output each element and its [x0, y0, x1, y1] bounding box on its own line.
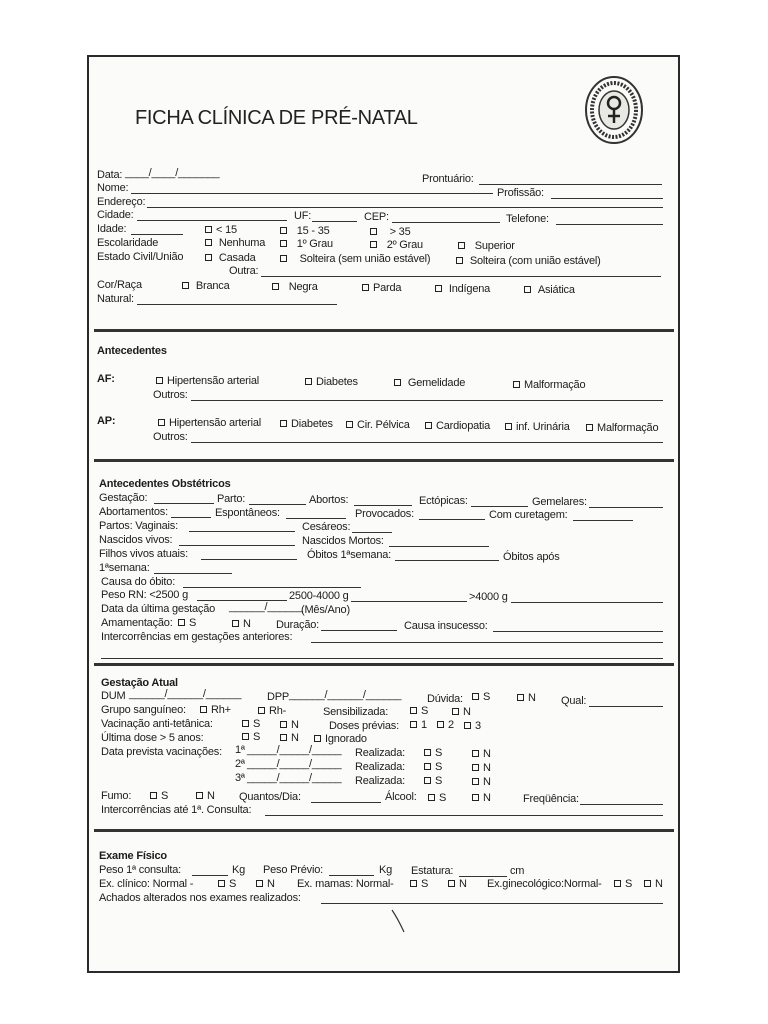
ultima-gestacao-field[interactable]: ______/______ — [229, 601, 303, 613]
checkbox-icon[interactable] — [196, 792, 203, 799]
checkbox-icon[interactable] — [205, 254, 212, 261]
vacina-1-ordinal: 1ª — [235, 744, 245, 756]
idade-option-lt15[interactable]: < 15 — [202, 224, 237, 237]
checkbox-icon[interactable] — [280, 255, 287, 262]
pen-mark-icon — [389, 907, 409, 937]
amamentacao-nao[interactable]: N — [229, 618, 251, 631]
ultima-dose-ignorado[interactable]: Ignorado — [311, 733, 367, 746]
espontaneos-field[interactable] — [286, 518, 346, 519]
idade-option-gt35[interactable]: > 35 — [367, 226, 411, 239]
peso-previo-kg: Kg — [379, 864, 393, 876]
filhos-vivos-field[interactable] — [201, 559, 297, 560]
checkbox-icon[interactable] — [586, 424, 593, 431]
checkbox-icon[interactable] — [242, 733, 249, 740]
vacina-2-sim[interactable]: S — [421, 761, 442, 774]
vacina-1-realizada-label: Realizada: — [355, 747, 405, 759]
abortamentos-label: Abortamentos: — [99, 506, 168, 518]
checkbox-icon[interactable] — [435, 285, 442, 292]
sensibilizada-sim[interactable]: S — [407, 705, 428, 718]
vacina-1-sim[interactable]: S — [421, 747, 442, 760]
peso-rn-mid-label: 2500-4000 g — [289, 590, 349, 602]
cor-parda[interactable]: Parda — [359, 282, 401, 295]
gemelares-label: Gemelares: — [532, 496, 587, 508]
checkbox-icon[interactable] — [158, 419, 165, 426]
qual-field[interactable] — [589, 706, 663, 707]
af-malformacao[interactable]: Malformação — [510, 379, 585, 392]
ex-ginecologico-label: Ex.ginecológico:Normal- — [487, 878, 602, 890]
checkbox-icon[interactable] — [513, 381, 520, 388]
abortos-label: Abortos: — [309, 494, 349, 506]
checkbox-icon[interactable] — [362, 284, 369, 291]
natural-field[interactable] — [137, 304, 337, 305]
escolaridade-superior[interactable]: Superior — [455, 240, 515, 253]
date-placeholder[interactable]: ____/____/_______ — [125, 167, 220, 179]
rh-negativo[interactable]: Rh- — [255, 705, 286, 718]
checkbox-icon[interactable] — [205, 226, 212, 233]
uf-field[interactable] — [312, 221, 357, 222]
partos-vaginais-field[interactable] — [189, 531, 295, 532]
checkbox-icon[interactable] — [472, 764, 479, 771]
estado-civil-com-uniao[interactable]: Solteira (com união estável) — [453, 255, 601, 268]
checkbox-icon[interactable] — [424, 777, 431, 784]
vacinacao-sim[interactable]: S — [239, 718, 260, 731]
section-divider — [94, 329, 674, 332]
achados-label: Achados alterados nos exames realizados: — [99, 892, 301, 904]
cidade-field[interactable] — [137, 220, 287, 221]
telefone-label: Telefone: — [506, 213, 549, 225]
vacina-2-ordinal: 2ª — [235, 758, 245, 770]
cor-branca[interactable]: Branca — [179, 280, 230, 293]
ap-cardiopatia[interactable]: Cardiopatia — [422, 420, 490, 433]
vacina-3-date-field[interactable]: _____/_____/_____ — [247, 772, 342, 784]
achados-field[interactable] — [321, 903, 663, 904]
intercorrencias-consulta-label: Intercorrências até 1ª. Consulta: — [101, 804, 252, 816]
ex-mamas-sim[interactable]: S — [407, 878, 428, 891]
af-outros-field[interactable] — [191, 400, 663, 401]
telefone-field[interactable] — [556, 224, 663, 225]
checkbox-icon[interactable] — [200, 706, 207, 713]
section-divider — [94, 459, 674, 462]
nome-label: Nome: — [97, 182, 129, 194]
obstetricos-heading: Antecedentes Obstétricos — [99, 478, 231, 490]
cor-negra[interactable]: Negra — [269, 281, 318, 294]
ap-malformacao[interactable]: Malformação — [583, 422, 658, 435]
duracao-field[interactable] — [321, 630, 397, 631]
ap-outros-field[interactable] — [191, 442, 663, 443]
checkbox-icon[interactable] — [410, 721, 417, 728]
checkbox-icon[interactable] — [305, 378, 312, 385]
checkbox-icon[interactable] — [256, 880, 263, 887]
checkbox-icon[interactable] — [370, 228, 377, 235]
grupo-sanguineo-label: Grupo sanguíneo: — [101, 704, 186, 716]
cep-field[interactable] — [392, 222, 500, 223]
amamentacao-sim[interactable]: S — [175, 617, 196, 630]
dose-1[interactable]: 1 — [407, 719, 427, 732]
cor-label: Cor/Raça — [97, 279, 142, 291]
fumo-nao[interactable]: N — [193, 790, 215, 803]
filhos-vivos-label: Filhos vivos atuais: — [99, 548, 188, 560]
checkbox-icon[interactable] — [452, 708, 459, 715]
cep-label: CEP: — [364, 211, 389, 223]
checkbox-icon[interactable] — [424, 763, 431, 770]
checkbox-icon[interactable] — [178, 619, 185, 626]
ultima-gestacao-label: Data da última gestação — [101, 603, 216, 615]
ex-ginecologico-sim[interactable]: S — [611, 878, 632, 891]
nascidos-mortos-label: Nascidos Mortos: — [302, 535, 384, 547]
sensibilizada-nao[interactable]: N — [449, 706, 471, 719]
ap-cir-pelvica[interactable]: Cir. Pélvica — [343, 419, 410, 432]
dum-field[interactable]: ______/______/______ — [129, 688, 242, 700]
checkbox-icon[interactable] — [182, 282, 189, 289]
checkbox-icon[interactable] — [150, 792, 157, 799]
mes-ano-label: (Mês/Ano) — [301, 604, 350, 616]
ex-clinico-sim[interactable]: S — [215, 878, 236, 891]
partos-vaginais-label: Partos: Vaginais: — [99, 520, 178, 532]
dose-3[interactable]: 3 — [461, 720, 481, 733]
section-divider — [94, 663, 674, 666]
af-outros-label: Outros: — [153, 389, 188, 401]
dose-2[interactable]: 2 — [434, 719, 454, 732]
gestacao-field[interactable] — [154, 503, 214, 504]
escolaridade-1grau[interactable]: 1º Grau — [277, 238, 333, 251]
peso-1-consulta-label: Peso 1ª consulta: — [99, 864, 182, 876]
fumo-label: Fumo: — [101, 790, 132, 802]
peso-previo-field[interactable] — [329, 875, 374, 876]
obitos-1-field[interactable] — [395, 560, 499, 561]
semana-label: 1ªsemana: — [99, 562, 150, 574]
dum-label: DUM — [101, 690, 126, 702]
obitos-1-label: Óbitos 1ªsemana: — [307, 549, 392, 561]
af-label: AF: — [97, 373, 115, 385]
checkbox-icon[interactable] — [524, 286, 531, 293]
checkbox-icon[interactable] — [614, 880, 621, 887]
checkbox-icon[interactable] — [517, 694, 524, 701]
checkbox-icon[interactable] — [314, 735, 321, 742]
dpp-label: DPP — [267, 691, 290, 703]
doses-previas-label: Doses prévias: — [329, 720, 399, 732]
amamentacao-label: Amamentação: — [101, 617, 173, 629]
gestacao-atual-heading: Gestação Atual — [101, 677, 178, 689]
abortamentos-field[interactable] — [171, 517, 211, 518]
prenatal-form — [87, 55, 680, 973]
estado-civil-sem-uniao[interactable]: Solteira (sem união estável) — [277, 253, 430, 266]
checkbox-icon[interactable] — [205, 239, 212, 246]
peso-rn-high-label: >4000 g — [469, 591, 508, 603]
profissao-field[interactable] — [551, 198, 663, 199]
provocados-label: Provocados: — [355, 508, 414, 520]
abortos-field[interactable] — [354, 505, 412, 506]
checkbox-icon[interactable] — [280, 240, 287, 247]
endereco-label: Endereço: — [97, 196, 146, 208]
vacina-2-nao[interactable]: N — [469, 762, 491, 775]
duvida-nao[interactable]: N — [514, 692, 536, 705]
outra-field[interactable] — [261, 276, 661, 277]
vacina-3-realizada-label: Realizada: — [355, 775, 405, 787]
checkbox-icon[interactable] — [472, 750, 479, 757]
checkbox-icon[interactable] — [394, 379, 401, 386]
idade-field[interactable] — [131, 234, 183, 235]
endereco-field[interactable] — [147, 207, 663, 208]
checkbox-icon[interactable] — [505, 423, 512, 430]
espontaneos-label: Espontâneos: — [215, 507, 280, 519]
ex-mamas-nao[interactable]: N — [445, 878, 467, 891]
ap-inf-urinaria[interactable]: inf. Urinária — [502, 421, 570, 434]
peso-1-kg: Kg — [232, 864, 246, 876]
cesareos-field[interactable] — [352, 532, 392, 533]
peso-rn-high-field[interactable] — [511, 602, 663, 603]
rh-positivo[interactable]: Rh+ — [197, 704, 231, 717]
checkbox-icon[interactable] — [472, 693, 479, 700]
idade-option-15-35[interactable]: 15 - 35 — [277, 225, 330, 238]
estatura-label: Estatura: — [411, 865, 454, 877]
duvida-label: Dúvida: — [427, 693, 463, 705]
checkbox-icon[interactable] — [280, 721, 287, 728]
escolaridade-nenhuma[interactable]: Nenhuma — [202, 237, 265, 250]
causa-insucesso-label: Causa insucesso: — [404, 620, 488, 632]
checkbox-icon[interactable] — [424, 749, 431, 756]
peso-rn-mid-field[interactable] — [351, 601, 467, 602]
ultima-dose-sim[interactable]: S — [239, 731, 260, 744]
checkbox-icon[interactable] — [156, 377, 163, 384]
checkbox-icon[interactable] — [472, 794, 479, 801]
ex-mamas-label: Ex. mamas: Normal- — [297, 878, 394, 890]
estatura-cm: cm — [510, 865, 525, 877]
vacinacao-nao[interactable]: N — [277, 719, 299, 732]
obitos-apos-label: Óbitos após — [503, 551, 560, 563]
parto-field[interactable] — [249, 504, 306, 505]
estatura-field[interactable] — [459, 876, 507, 877]
alcool-nao[interactable]: N — [469, 792, 491, 805]
provocados-field[interactable] — [419, 519, 485, 520]
checkbox-icon[interactable] — [410, 880, 417, 887]
gemelares-field[interactable] — [589, 507, 663, 508]
antecedentes-heading: Antecedentes — [97, 345, 167, 357]
ap-diabetes[interactable]: Diabetes — [277, 418, 333, 431]
estado-civil-casada[interactable]: Casada — [202, 252, 256, 265]
causa-insucesso-field[interactable] — [493, 631, 663, 632]
peso-rn-label: Peso RN: <2500 g — [101, 589, 188, 601]
checkbox-icon[interactable] — [280, 420, 287, 427]
af-gemelidade[interactable]: Gemelidade — [391, 377, 465, 390]
duvida-sim[interactable]: S — [469, 691, 490, 704]
checkbox-icon[interactable] — [425, 422, 432, 429]
checkbox-icon[interactable] — [370, 241, 377, 248]
intercorrencias-anteriores-field[interactable] — [311, 642, 663, 643]
vacina-2-realizada-label: Realizada: — [355, 761, 405, 773]
intercorrencias-anteriores-field-2[interactable] — [101, 658, 663, 659]
vacina-3-ordinal: 3ª — [235, 772, 245, 784]
natural-label: Natural: — [97, 293, 134, 305]
checkbox-icon[interactable] — [232, 620, 239, 627]
escolaridade-2grau[interactable]: 2º Grau — [367, 239, 423, 252]
prontuario-label: Prontuário: — [422, 173, 474, 185]
duracao-label: Duração: — [276, 619, 320, 631]
prontuario-field[interactable] — [479, 184, 662, 185]
checkbox-icon[interactable] — [472, 778, 479, 785]
peso-previo-label: Peso Prévio: — [263, 864, 323, 876]
exame-heading: Exame Físico — [99, 850, 167, 862]
alcool-label: Álcool: — [385, 791, 417, 803]
dpp-field[interactable]: ______/______/______ — [289, 689, 402, 701]
checkbox-icon[interactable] — [458, 242, 465, 249]
checkbox-icon[interactable] — [218, 880, 225, 887]
peso-1-consulta-field[interactable] — [192, 875, 228, 876]
cor-asiatica[interactable]: Asiática — [521, 284, 575, 297]
nascidos-vivos-label: Nascidos vivos: — [99, 534, 173, 546]
parto-label: Parto: — [217, 493, 246, 505]
outra-label: Outra: — [229, 265, 259, 277]
vacina-3-nao[interactable]: N — [469, 776, 491, 789]
checkbox-icon[interactable] — [464, 722, 471, 729]
vacina-1-date-field[interactable]: _____/_____/_____ — [247, 744, 342, 756]
vacina-3-sim[interactable]: S — [421, 775, 442, 788]
ap-label: AP: — [97, 415, 116, 427]
checkbox-icon[interactable] — [437, 721, 444, 728]
cesareos-label: Cesáreos: — [302, 521, 351, 533]
section-divider — [94, 829, 674, 832]
checkbox-icon[interactable] — [272, 283, 279, 290]
checkbox-icon[interactable] — [428, 794, 435, 801]
af-hipertensao[interactable]: Hipertensão arterial — [153, 375, 259, 388]
checkbox-icon[interactable] — [456, 257, 463, 264]
af-diabetes[interactable]: Diabetes — [302, 376, 358, 389]
nascidos-mortos-field[interactable] — [389, 546, 489, 547]
data-label: Data: — [97, 169, 123, 181]
vacina-1-nao[interactable]: N — [469, 748, 491, 761]
ap-hipertensao[interactable]: Hipertensão arterial — [155, 417, 261, 430]
checkbox-icon[interactable] — [448, 880, 455, 887]
ex-clinico-nao[interactable]: N — [253, 878, 275, 891]
ultima-dose-nao[interactable]: N — [277, 732, 299, 745]
uf-label: UF: — [294, 210, 312, 222]
checkbox-icon[interactable] — [346, 421, 353, 428]
ap-outros-label: Outros: — [153, 431, 188, 443]
vacinacao-label: Vacinação anti-tetânica: — [101, 718, 213, 730]
semana-field[interactable] — [154, 573, 232, 574]
curetagem-label: Com curetagem: — [489, 509, 568, 521]
frequencia-field[interactable] — [580, 804, 663, 805]
curetagem-field[interactable] — [573, 520, 633, 521]
causa-obito-field[interactable] — [183, 587, 361, 588]
nascidos-vivos-field[interactable] — [179, 545, 295, 546]
ectopicas-label: Ectópicas: — [419, 495, 468, 507]
ex-ginecologico-nao[interactable]: N — [641, 878, 663, 891]
alcool-sim[interactable]: S — [425, 792, 446, 805]
checkbox-icon[interactable] — [280, 734, 287, 741]
vacina-2-date-field[interactable]: _____/_____/_____ — [247, 758, 342, 770]
nome-field[interactable] — [131, 193, 493, 194]
data-prevista-label: Data prevista vacinações: — [101, 746, 222, 758]
gestacao-label: Gestação: — [99, 492, 148, 504]
causa-obito-label: Causa do óbito: — [101, 576, 176, 588]
ectopicas-field[interactable] — [471, 506, 528, 507]
qual-label: Qual: — [561, 695, 587, 707]
checkbox-icon[interactable] — [258, 707, 265, 714]
cor-indigena[interactable]: Indígena — [432, 283, 490, 296]
quantos-field[interactable] — [311, 802, 381, 803]
ultima-dose-label: Última dose > 5 anos: — [101, 732, 204, 744]
form-title: FICHA CLÍNICA DE PRÉ-NATAL — [135, 107, 418, 129]
intercorrencias-anteriores-label: Intercorrências em gestações anteriores: — [101, 631, 293, 643]
checkbox-icon[interactable] — [242, 720, 249, 727]
estado-civil-label: Estado Civil/União — [97, 251, 184, 263]
quantos-label: Quantos/Dia: — [239, 791, 301, 803]
idade-label: Idade: — [97, 223, 127, 235]
escolaridade-label: Escolaridade — [97, 237, 159, 249]
checkbox-icon[interactable] — [410, 707, 417, 714]
sensibilizada-label: Sensibilizada: — [323, 706, 389, 718]
ex-clinico-label: Ex. clínico: Normal - — [99, 878, 194, 890]
fumo-sim[interactable]: S — [147, 790, 168, 803]
checkbox-icon[interactable] — [644, 880, 651, 887]
checkbox-icon[interactable] — [280, 227, 287, 234]
profissao-label: Profissão: — [497, 187, 544, 199]
cidade-label: Cidade: — [97, 209, 134, 221]
intercorrencias-consulta-field[interactable] — [265, 815, 663, 816]
frequencia-label: Freqüência: — [523, 793, 579, 805]
institution-seal-icon — [584, 75, 644, 145]
